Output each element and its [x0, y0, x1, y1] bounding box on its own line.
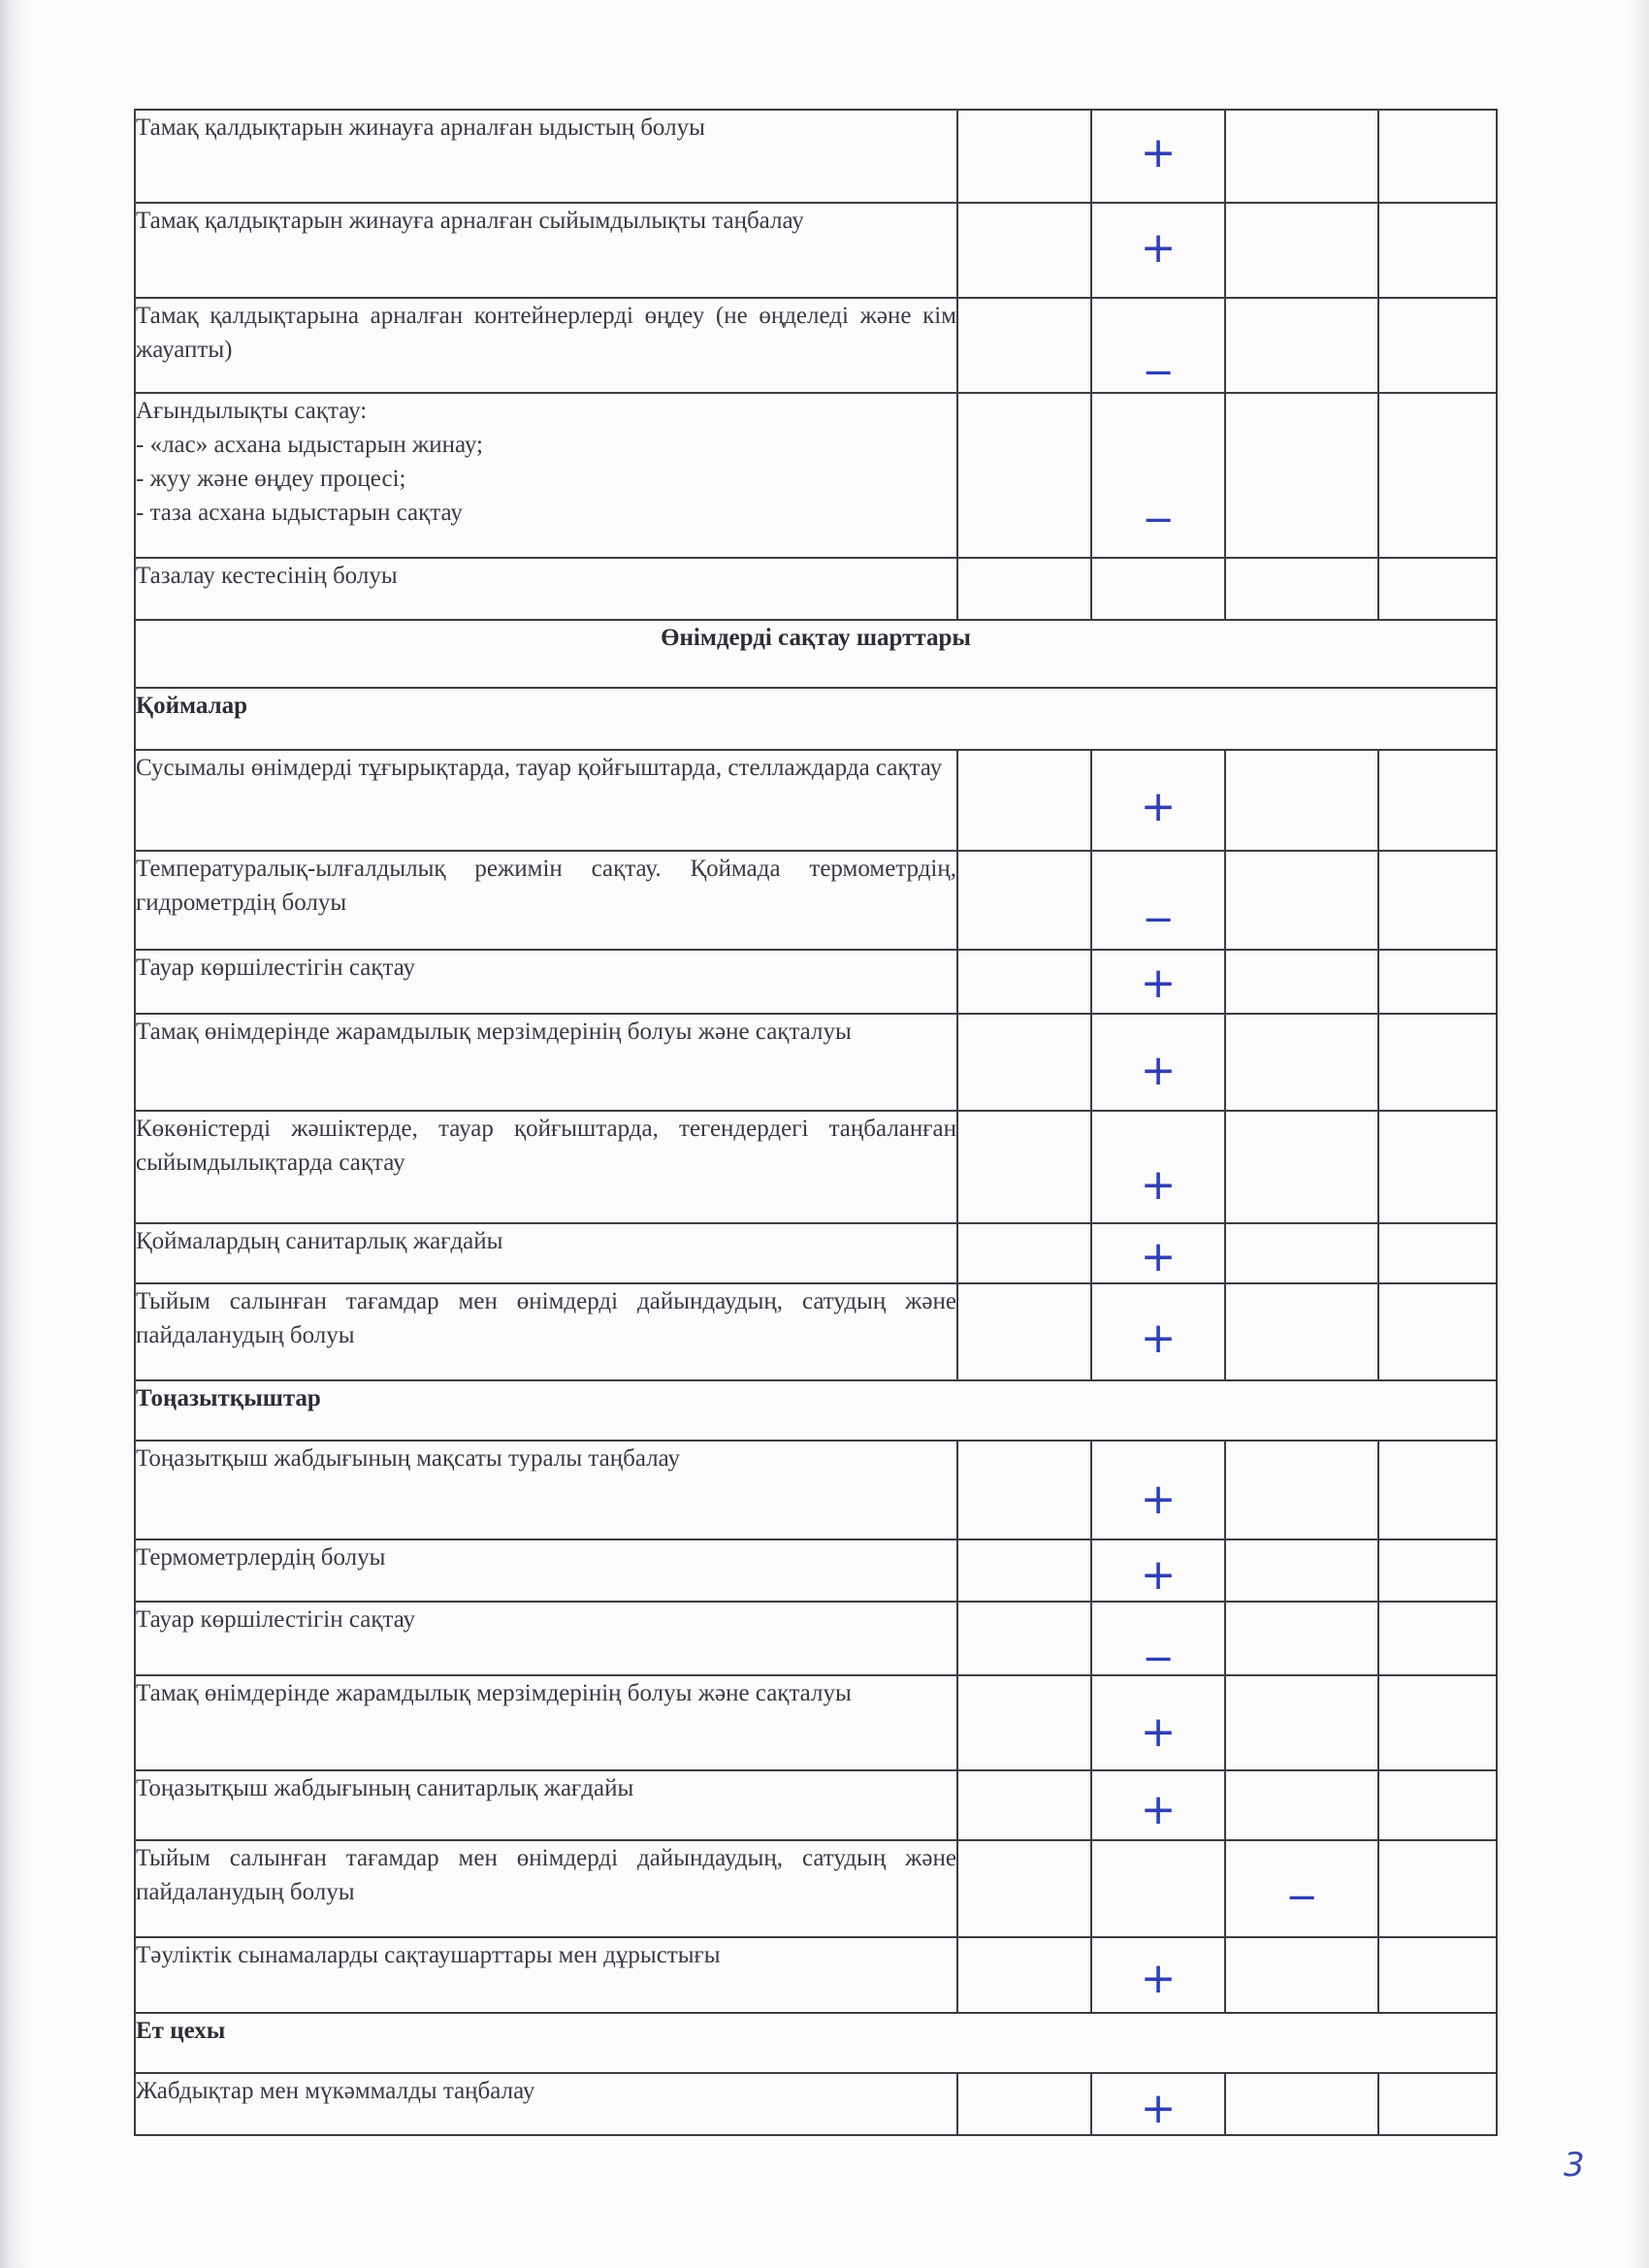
- mark-cell: [1091, 558, 1225, 620]
- table-row: [135, 1602, 1497, 1675]
- table-row: [135, 2073, 1497, 2135]
- checklist-body: [135, 110, 1497, 2135]
- criterion-text: Тыйым салынған тағамдар мен өнімдерді дайындаудың, сатудың және пайдаланудың болуы: [135, 1283, 957, 1380]
- mark-cell: [1378, 1539, 1497, 1602]
- mark-cell: [1378, 950, 1497, 1014]
- criterion-text: Тауар көршілестігін сақтау: [135, 1602, 957, 1675]
- table-row: [135, 203, 1497, 298]
- mark-cell: [1091, 950, 1225, 1014]
- handwritten-minus-mark: −: [1142, 897, 1175, 942]
- mark-cell: [1225, 750, 1378, 851]
- mark-cell: [957, 1675, 1091, 1770]
- handwritten-minus-mark: −: [1285, 1875, 1318, 1920]
- mark-cell: [1091, 110, 1225, 203]
- criterion-text: Сусымалы өнімдерді тұғырықтарда, тауар қойғыштарда, стеллаждарда сақтау: [135, 750, 957, 851]
- page-number: 3: [1564, 2146, 1585, 2185]
- mark-cell: [1091, 1111, 1225, 1223]
- mark-cell: [957, 1539, 1091, 1602]
- mark-cell: [1091, 2073, 1225, 2135]
- mark-cell: [957, 750, 1091, 851]
- mark-cell: [1225, 950, 1378, 1014]
- mark-cell: [1091, 298, 1225, 393]
- mark-cell: [1378, 2073, 1497, 2135]
- mark-cell: [1091, 1539, 1225, 1602]
- criterion-text: Ағындылықты сақтау: - «лас» асхана ыдыстарын жинау; - жуу және өңдеу процесі; - таза асхана ыдыстарын сақтау: [135, 393, 957, 558]
- mark-cell: [1378, 1014, 1497, 1111]
- mark-cell: [957, 1770, 1091, 1840]
- mark-cell: [957, 1111, 1091, 1223]
- mark-cell: [957, 1602, 1091, 1675]
- criterion-text: Тауар көршілестігін сақтау: [135, 950, 957, 1014]
- mark-cell: [1225, 298, 1378, 393]
- handwritten-plus-mark: +: [1140, 1046, 1177, 1095]
- mark-cell: [1225, 1441, 1378, 1539]
- handwritten-minus-mark: −: [1142, 350, 1175, 395]
- mark-cell: [957, 203, 1091, 298]
- handwritten-plus-mark: +: [1140, 1954, 1177, 2003]
- mark-cell: [1091, 1014, 1225, 1111]
- mark-cell: [957, 1441, 1091, 1539]
- table-row: [135, 558, 1497, 620]
- handwritten-plus-mark: +: [1140, 1232, 1177, 1281]
- table-row: [135, 1283, 1497, 1380]
- mark-cell: [957, 851, 1091, 950]
- mark-cell: [1091, 393, 1225, 558]
- mark-cell: [1378, 393, 1497, 558]
- mark-cell: [957, 950, 1091, 1014]
- mark-cell: [1225, 851, 1378, 950]
- handwritten-plus-mark: +: [1140, 223, 1177, 273]
- table-row: [135, 110, 1497, 203]
- mark-cell: [1378, 1937, 1497, 2013]
- mark-cell: [1225, 1014, 1378, 1111]
- mark-cell: [1091, 851, 1225, 950]
- subsection-heading: Қоймалар: [135, 688, 1497, 750]
- criterion-text: Көкөністерді жәшіктерде, тауар қойғыштарда, тегендердегі таңбаланған сыйымдылықтарда сақтау: [135, 1111, 957, 1223]
- criterion-text: Тыйым салынған тағамдар мен өнімдерді дайындаудың, сатудың және пайдаланудың болуы: [135, 1840, 957, 1937]
- mark-cell: [1378, 1111, 1497, 1223]
- subsection-row: [135, 688, 1497, 750]
- mark-cell: [1378, 851, 1497, 950]
- handwritten-minus-mark: −: [1142, 498, 1175, 542]
- table-row: [135, 1937, 1497, 2013]
- mark-cell: [1378, 1675, 1497, 1770]
- mark-cell: [1091, 750, 1225, 851]
- mark-cell: [1091, 203, 1225, 298]
- mark-cell: [957, 2073, 1091, 2135]
- mark-cell: [1378, 750, 1497, 851]
- table-row: [135, 1675, 1497, 1770]
- handwritten-minus-mark: −: [1142, 1636, 1175, 1681]
- criterion-text: Жабдықтар мен мүкәммалды таңбалау: [135, 2073, 957, 2135]
- mark-cell: [957, 393, 1091, 558]
- mark-cell: [1225, 1770, 1378, 1840]
- mark-cell: [1225, 1111, 1378, 1223]
- mark-cell: [1378, 1283, 1497, 1380]
- criterion-text: Тамақ қалдықтарына арналған контейнерлерді өңдеу (не өңделеді және кім жауапты): [135, 298, 957, 393]
- table-row: [135, 1111, 1497, 1223]
- criterion-text: Тамақ өнімдерінде жарамдылық мерзімдерінің болуы және сақталуы: [135, 1675, 957, 1770]
- criterion-text: Тамақ қалдықтарын жинауға арналған сыйымдылықты таңбалау: [135, 203, 957, 298]
- mark-cell: [957, 1937, 1091, 2013]
- criterion-text: Қоймалардың санитарлық жағдайы: [135, 1223, 957, 1283]
- handwritten-plus-mark: +: [1140, 782, 1177, 831]
- section-row: [135, 620, 1497, 688]
- mark-cell: [957, 1283, 1091, 1380]
- criterion-text: Тамақ қалдықтарын жинауға арналған ыдыстың болуы: [135, 110, 957, 203]
- section-heading: Өнімдерді сақтау шарттары: [135, 620, 1497, 688]
- mark-cell: [1378, 1223, 1497, 1283]
- mark-cell: [1225, 558, 1378, 620]
- mark-cell: [1378, 203, 1497, 298]
- mark-cell: [1091, 1283, 1225, 1380]
- mark-cell: [1225, 1840, 1378, 1937]
- mark-cell: [957, 558, 1091, 620]
- mark-cell: [1378, 1441, 1497, 1539]
- handwritten-plus-mark: +: [1140, 958, 1177, 1008]
- mark-cell: [1091, 1441, 1225, 1539]
- mark-cell: [1225, 203, 1378, 298]
- criterion-text: Тоңазытқыш жабдығының санитарлық жағдайы: [135, 1770, 957, 1840]
- mark-cell: [1091, 1602, 1225, 1681]
- mark-cell: [1225, 1675, 1378, 1770]
- table-row: [135, 1223, 1497, 1283]
- subsection-row: [135, 2013, 1497, 2073]
- mark-cell: [957, 1840, 1091, 1937]
- criterion-text: Тазалау кестесінің болуы: [135, 558, 957, 620]
- mark-cell: [1378, 110, 1497, 203]
- table-row: [135, 1014, 1497, 1111]
- scan-edge: [1628, 0, 1649, 2268]
- mark-cell: [1378, 298, 1497, 393]
- table-row: [135, 298, 1497, 393]
- criterion-text: Температуралық-ылғалдылық режимін сақтау. Қоймада термометрдің, гидрометрдің болуы: [135, 851, 957, 950]
- mark-cell: [1378, 1770, 1497, 1840]
- mark-cell: [1225, 393, 1378, 558]
- mark-cell: [1225, 1937, 1378, 2013]
- handwritten-plus-mark: +: [1140, 2084, 1177, 2133]
- table-row: [135, 750, 1497, 851]
- handwritten-plus-mark: +: [1140, 1160, 1177, 1210]
- checklist-table: [134, 109, 1498, 2136]
- mark-cell: [1225, 1539, 1378, 1602]
- mark-cell: [1378, 558, 1497, 620]
- mark-cell: [1225, 1602, 1378, 1675]
- mark-cell: [957, 1014, 1091, 1111]
- mark-cell: [1091, 1223, 1225, 1283]
- mark-cell: [1091, 1675, 1225, 1770]
- table-row: [135, 950, 1497, 1014]
- handwritten-plus-mark: +: [1140, 1785, 1177, 1834]
- handwritten-plus-mark: +: [1140, 128, 1177, 178]
- criterion-text: Тамақ өнімдерінде жарамдылық мерзімдерінің болуы және сақталуы: [135, 1014, 957, 1111]
- subsection-heading: Тоңазытқыштар: [135, 1380, 1497, 1441]
- table-row: [135, 851, 1497, 950]
- mark-cell: [1378, 1602, 1497, 1675]
- mark-cell: [957, 298, 1091, 393]
- table-row: [135, 1770, 1497, 1840]
- subsection-heading: Ет цехы: [135, 2013, 1497, 2073]
- mark-cell: [1091, 1937, 1225, 2013]
- mark-cell: [1225, 2073, 1378, 2135]
- mark-cell: [1225, 1223, 1378, 1283]
- table-row: [135, 1840, 1497, 1937]
- criterion-text: Тоңазытқыш жабдығының мақсаты туралы таңбалау: [135, 1441, 957, 1539]
- handwritten-plus-mark: +: [1140, 1313, 1177, 1363]
- criterion-text: Термометрлердің болуы: [135, 1539, 957, 1602]
- handwritten-plus-mark: +: [1140, 1474, 1177, 1524]
- subsection-row: [135, 1380, 1497, 1441]
- table-row: [135, 1539, 1497, 1602]
- mark-cell: [1225, 1283, 1378, 1380]
- mark-cell: [1378, 1840, 1497, 1937]
- mark-cell: [957, 1223, 1091, 1283]
- scan-shadow: [0, 0, 31, 2268]
- mark-cell: [1225, 110, 1378, 203]
- criterion-text: Тәуліктік сынамаларды сақтаушарттары мен дұрыстығы: [135, 1937, 957, 2013]
- table-row: [135, 1441, 1497, 1539]
- table-row: [135, 393, 1497, 558]
- handwritten-plus-mark: +: [1140, 1550, 1177, 1600]
- handwritten-plus-mark: +: [1140, 1707, 1177, 1757]
- mark-cell: [1091, 1770, 1225, 1840]
- mark-cell: [957, 110, 1091, 203]
- mark-cell: [1091, 1840, 1225, 1937]
